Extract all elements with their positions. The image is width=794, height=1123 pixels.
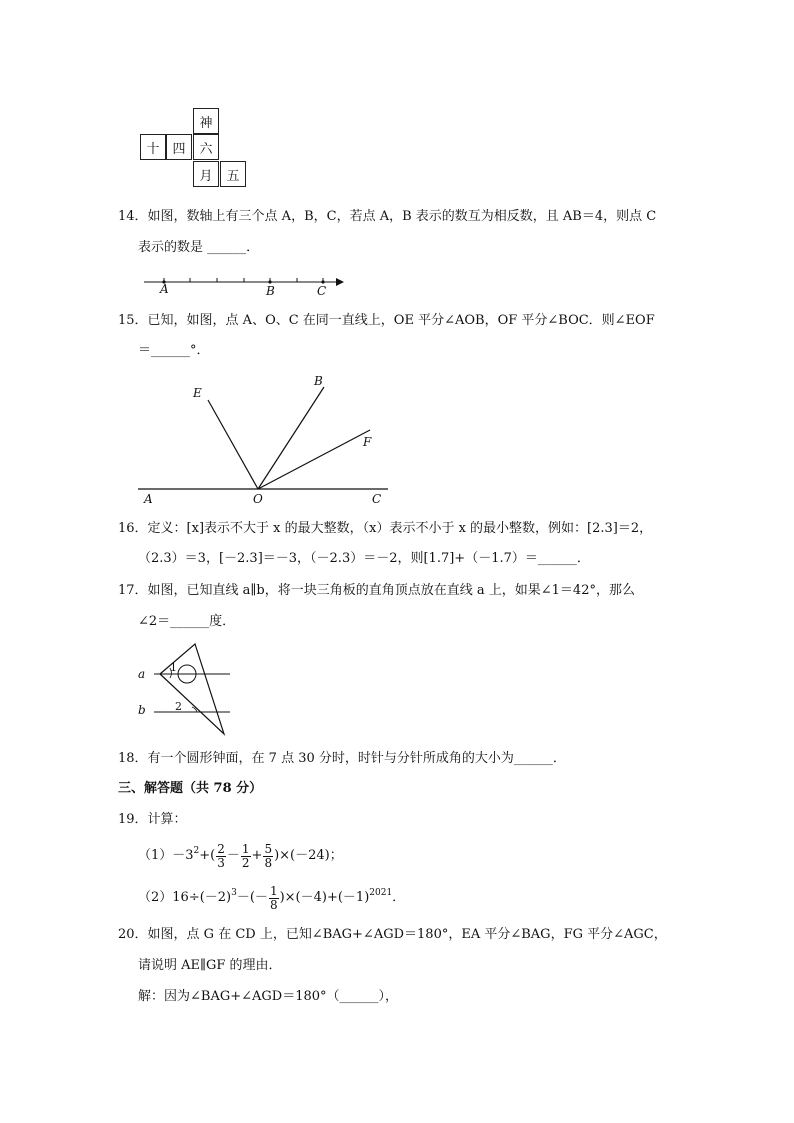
angle-label-2: 2: [175, 700, 182, 713]
net-cell: 月: [193, 161, 219, 187]
exponent: 3: [231, 888, 237, 898]
q20-line1: 20．如图，点 G 在 CD 上，已知∠BAG+∠AGD＝180°，EA 平分∠BAG，FG 平分∠AGC，: [118, 927, 667, 942]
expr-text: （1）－3: [138, 848, 194, 863]
q15-line1: 15．已知，如图，点 A、O、C 在同一直线上，OE 平分∠AOB，OF 平分∠BOC．则∠EOF: [118, 313, 655, 328]
q15-line2: ＝______°．: [138, 343, 210, 358]
expr-text: －(－: [236, 890, 268, 905]
q19-title: 19．计算：: [118, 812, 187, 827]
q16-line2: （2.3）＝3，[－2.3]＝－3，（－2.3）＝－2，则[1.7]+（－1.7）＝______．: [138, 551, 590, 566]
q20-line2: 请说明 AE∥GF 的理由．: [138, 958, 282, 973]
ray-label-e: E: [193, 386, 202, 400]
point-label-b: B: [266, 284, 275, 298]
expr-text: +(: [199, 848, 216, 863]
ray-label-b: B: [314, 374, 323, 388]
angle-figure: [138, 372, 390, 494]
point-label-c: C: [372, 492, 382, 506]
q18-line1: 18．有一个圆形钟面，在 7 点 30 分时，时针与分针所成角的大小为______．: [118, 751, 566, 766]
q14-line2: 表示的数是 ______．: [138, 240, 260, 255]
expr-text: （2）16÷(－2): [138, 890, 232, 905]
net-cell: 五: [220, 161, 246, 187]
section-heading: 三、解答题（共 78 分）: [118, 781, 263, 796]
q14-line1: 14．如图，数轴上有三个点 A，B，C，若点 A，B 表示的数互为相反数，且 AB＝4，则点 C: [118, 209, 657, 224]
fraction: $\frac{2}{3}$: [217, 841, 225, 870]
q16-line1: 16．定义：[x]表示不大于 x 的最大整数，（x）表示不小于 x 的最小整数，例如：[2.3]＝2，: [118, 521, 653, 536]
q19-part2: [138, 880, 405, 916]
point-label-a: A: [160, 282, 169, 296]
exponent: 2021: [369, 888, 393, 898]
triangle-figure: [150, 642, 232, 738]
angle-label-1: 1: [170, 661, 177, 674]
line-label-b: b: [138, 703, 146, 717]
fraction: $\frac{5}{8}$: [264, 841, 273, 870]
q17-line1: 17．如图，已知直线 a∥b，将一块三角板的直角顶点放在直线 a 上，如果∠1＝42°，那么: [118, 583, 635, 598]
fraction: $\frac{1}{8}$: [269, 883, 278, 912]
expr-text: ．: [392, 890, 406, 905]
expr-text: )×(－4)+(－1): [279, 890, 370, 905]
point-label-o: O: [253, 492, 263, 506]
net-cell: 六: [193, 134, 219, 160]
q19-part1: （1）－3 $^2$ +( $\frac{2}{3}$ － $\frac{1}{2}$ + $\frac{5}{8}$ )×(－24)；: [138, 841, 343, 870]
q20-line3: 解：因为∠BAG+∠AGD＝180°（______），: [138, 989, 399, 1004]
exponent: 2: [193, 846, 200, 856]
fraction: $\frac{1}{2}$: [241, 841, 250, 870]
q17-line2: ∠2＝______度．: [138, 614, 236, 629]
expr-text: )×(－24)；: [274, 848, 343, 863]
net-cell: 神: [193, 108, 219, 134]
line-label-a: a: [138, 667, 146, 681]
point-label-a: A: [144, 492, 153, 506]
net-cell: 四: [166, 134, 192, 160]
ray-label-f: F: [363, 435, 372, 449]
net-cell: 十: [140, 134, 166, 160]
point-label-c: C: [317, 284, 327, 298]
